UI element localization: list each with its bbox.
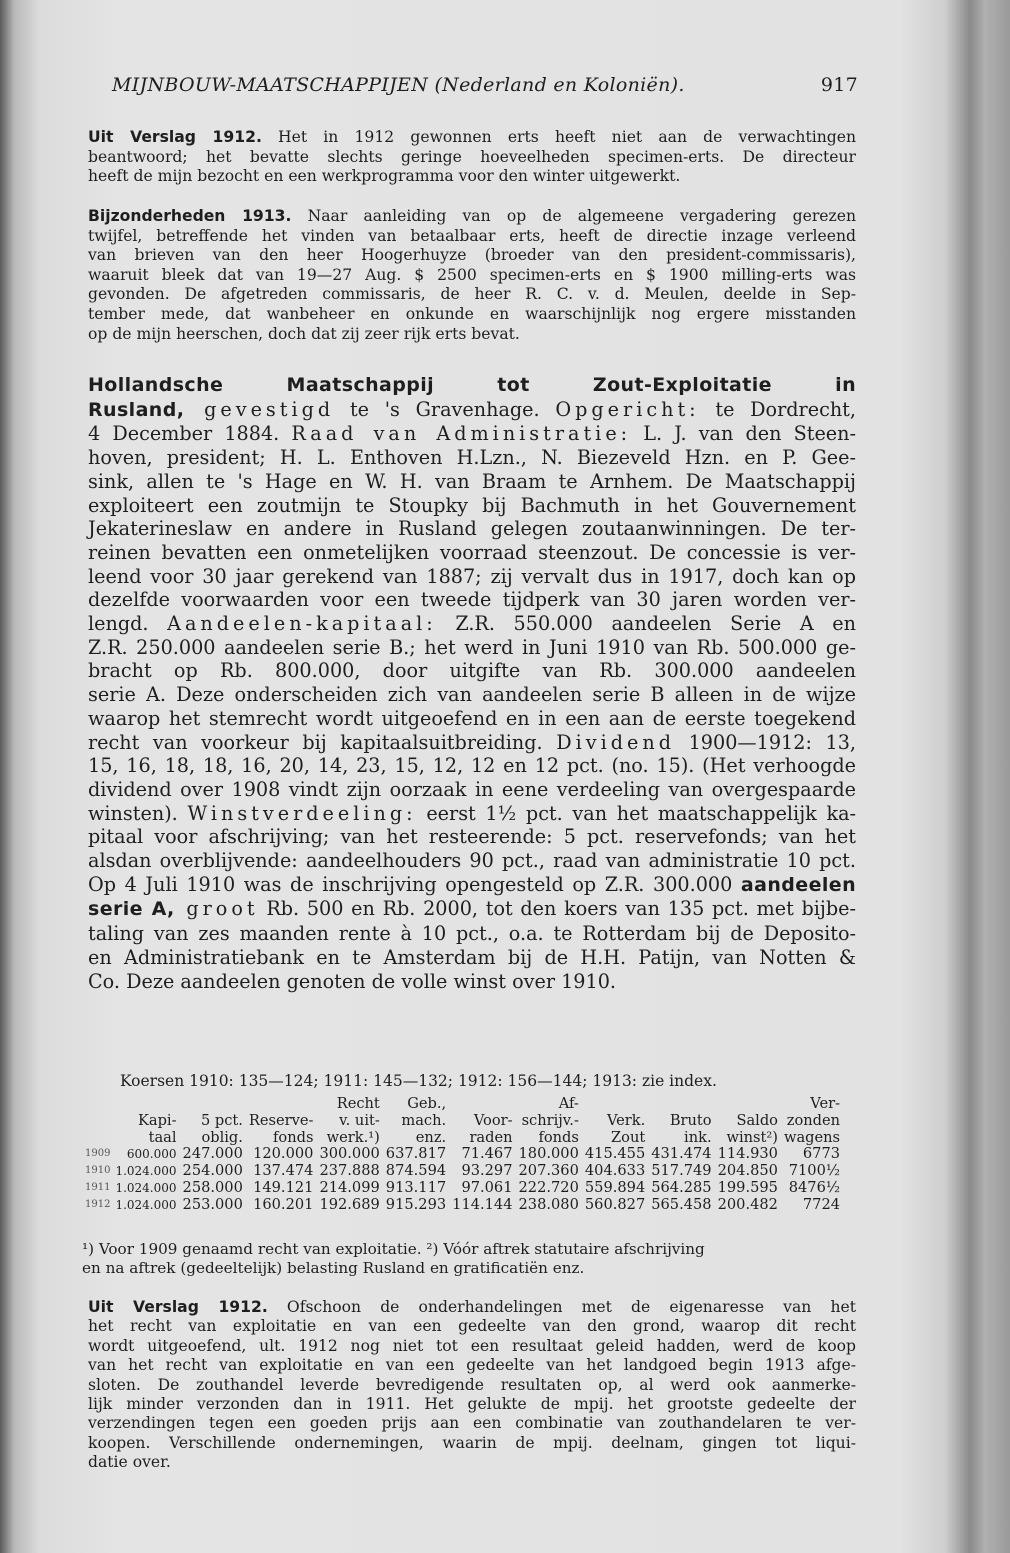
table-cell: 237.888 [319, 1162, 380, 1180]
text-line [88, 305, 856, 325]
text-run: hoven, president; H. L. Enthoven H.Lzn., N. Biezeveld Hzn. en P. Gee- [88, 446, 856, 470]
text-line [88, 167, 856, 187]
text-line [88, 227, 856, 247]
text-run: Z.R. 250.000 aandeelen serie B.; het werd in Juni 1910 van Rb. 500.000 ge- [88, 635, 856, 659]
text-line [88, 1395, 856, 1414]
table-cell: 238.080 [518, 1195, 579, 1213]
text-run: reinen bevatten een onmetelijken voorraad steenzout. De concessie is ver- [88, 540, 856, 564]
text-line [88, 1414, 856, 1433]
text-run: koopen. Verschillende ondernemingen, waarin de mpij. deelnam, gingen tot liqui- [88, 1433, 856, 1452]
text-run: groot [174, 897, 259, 921]
footnote: ¹) Voor 1909 genaamd recht van exploitatie. ²) Vóór aftrek statutaire afschrijving [82, 1240, 705, 1258]
header-row [82, 1130, 843, 1147]
header-row [82, 1113, 843, 1130]
text-run: leend voor 30 jaar gerekend van 1887; zij vervalt dus in 1917, doch kan op [88, 564, 856, 588]
text-line [88, 825, 856, 849]
table-cell: 874.594 [385, 1162, 447, 1180]
text-line [88, 1453, 856, 1472]
text-line [88, 1434, 856, 1453]
column-header: oblig. [201, 1128, 243, 1146]
running-header [112, 74, 858, 96]
table-cell: 222.720 [518, 1178, 579, 1196]
column-header: zonden [786, 1111, 841, 1129]
text-line [88, 1376, 856, 1395]
text-line [88, 707, 856, 731]
page-number: 917 [820, 74, 858, 96]
column-header: v. uit- [339, 1111, 380, 1129]
text-run: gevonden. De afgetreden commissaris, de heer R. C. v. d. Meulen, deelde in Sep- [88, 285, 856, 304]
text-run: het recht van exploitatie en van een gedeelte van den grond, waarop dit recht [88, 1317, 856, 1336]
table-cell: 1.024.000 [115, 1180, 177, 1195]
column-header: Voor- [473, 1111, 513, 1129]
text-run: wordt uitgeoefend, ult. 1912 nog niet tot een resultaat geleid hadden, werd de koop [88, 1336, 856, 1355]
column-header: Recht [336, 1095, 380, 1112]
text-line [88, 373, 856, 398]
column-header [180, 1096, 246, 1113]
text-run: Z.R. 550.000 aandeelen Serie A en [436, 612, 856, 636]
table-row [82, 1146, 843, 1163]
column-header: Verk. [606, 1111, 646, 1129]
table-cell: 559.894 [584, 1178, 646, 1196]
text-line [88, 802, 856, 826]
text-run: sloten. De zouthandel leverde bevredigende resultaten op, al werd ook aanmerke- [88, 1375, 856, 1394]
text-run: Jekaterineslaw en andere in Rusland gelegen zoutaanwinningen. De ter- [88, 517, 856, 541]
text-run: Dividend [556, 730, 676, 754]
text-line [88, 754, 856, 778]
column-header: schrijv.- [521, 1111, 579, 1129]
text-run: Op 4 Juli 1910 was de inschrijving opengesteld op Z.R. 300.000 [88, 872, 741, 896]
column-header: fonds [538, 1128, 579, 1146]
table-cell: 915.293 [385, 1195, 447, 1213]
text-run: lengd. [88, 612, 168, 636]
table-cell: 8476½ [788, 1178, 841, 1196]
table-cell: 6773 [802, 1145, 841, 1163]
table-cell: 93.297 [461, 1162, 513, 1180]
bold-run: Uit Verslag 1912. [88, 1298, 268, 1316]
table-cell: 149.121 [253, 1178, 314, 1196]
table-cell: 204.850 [717, 1162, 778, 1180]
text-line [88, 128, 856, 148]
section-bijzonderheden-1913 [88, 207, 856, 344]
text-run: Het in 1912 gewonnen erts heeft niet aan de verwachtingen [261, 128, 857, 146]
table-cell: 7724 [802, 1195, 841, 1213]
table-cell: 207.360 [518, 1162, 579, 1180]
column-header: 5 pct. [200, 1111, 243, 1129]
table-cell: 114.930 [717, 1145, 778, 1163]
column-header: mach. [401, 1111, 447, 1129]
column-header: Reserve- [248, 1111, 314, 1129]
text-line [88, 446, 856, 470]
column-header [112, 1096, 179, 1113]
column-header: Geb., [407, 1095, 447, 1112]
text-line [88, 683, 856, 707]
text-line [88, 148, 856, 168]
table-cell: 200.482 [717, 1195, 778, 1213]
table-cell: 565.458 [651, 1195, 712, 1213]
table-cell: 637.817 [385, 1145, 447, 1163]
text-line [88, 494, 856, 518]
koersen-line: Koersen 1910: 135—124; 1911: 145—132; 1912: 156—144; 1913: zie index. [120, 1072, 717, 1090]
text-run: 4 December 1884. [88, 422, 292, 446]
table-row [82, 1197, 843, 1214]
table-cell: 137.474 [253, 1162, 314, 1180]
bold-run: aandeelen [740, 873, 856, 896]
text-line [88, 285, 856, 305]
table-cell: 247.000 [182, 1145, 243, 1163]
section-uit-verslag-1912-salt [88, 1298, 856, 1473]
column-header: Ver- [810, 1095, 841, 1112]
text-line [88, 422, 856, 446]
text-run: van brieven van den heer Hoogerhuyze (broeder van den president-commissaris), [88, 246, 856, 265]
text-run: alsdan overblijvende: aandeelhouders 90 pct., raad van administratie 10 pct. [88, 849, 856, 873]
column-header: Saldo [736, 1111, 778, 1129]
column-header: Kapi- [137, 1111, 177, 1129]
text-run: serie A. Deze onderscheiden zich van aandeelen serie B alleen in de wijze [88, 683, 856, 707]
header-title: MIJNBOUW-MAATSCHAPPIJEN (Nederland en Koloniën). [112, 74, 685, 96]
column-header: ink. [684, 1128, 712, 1146]
text-run: datie over. [88, 1453, 171, 1472]
table-cell: 97.061 [461, 1178, 513, 1196]
text-line [88, 897, 856, 922]
bold-run: Hollandsche Maatschappij tot Zout-Exploitatie in [88, 374, 856, 396]
text-line [88, 470, 856, 494]
text-run: taling van zes maanden rente à 10 pct., o.a. te Rotterdam bij de Deposito- [88, 922, 856, 946]
financial-table [82, 1096, 843, 1214]
table-cell: 254.000 [182, 1162, 243, 1180]
text-run: te 's Gravenhage. [334, 397, 556, 421]
table-cell: 517.749 [651, 1162, 712, 1180]
table-cell: 258.000 [182, 1178, 243, 1196]
table-cell: 180.000 [518, 1145, 579, 1163]
text-run: exploiteert een zoutmijn te Stoupky bij Bachmuth in het Gouvernement [88, 493, 856, 517]
text-run: recht van voorkeur bij kapitaalsuitbreiding. [88, 730, 557, 754]
table-cell: 7100½ [788, 1162, 841, 1180]
text-run: van het recht van exploitatie en van een gedeelte van het landgoed begin 1913 afge- [88, 1356, 856, 1375]
text-run: 15, 16, 18, 18, 16, 20, 14, 23, 15, 12, 12 en 12 pct. (no. 15). (Het verhoogde [88, 754, 856, 778]
text-run: heeft de mijn bezocht en een werkprogramma voor den winter uitgewerkt. [88, 167, 681, 186]
text-line [88, 849, 856, 873]
table-cell: 253.000 [182, 1195, 243, 1213]
text-run: gevestigd [184, 397, 335, 421]
text-line [88, 398, 856, 423]
text-run: Winstverdeeling: [187, 801, 417, 825]
text-run: L. J. van den Steen- [631, 422, 857, 446]
text-line [88, 266, 856, 286]
text-run: waarop het stemrecht wordt uitgeoefend en in een aan de eerste toegekend [88, 706, 856, 730]
text-line [88, 946, 856, 970]
text-line [88, 1356, 856, 1375]
table-cell: 564.285 [651, 1178, 712, 1196]
column-header: fonds [273, 1128, 314, 1146]
table-footnotes [82, 1240, 856, 1278]
text-line [88, 659, 856, 683]
column-header [82, 1113, 112, 1130]
text-run: tember mede, dat wanbeheer en onkunde en waarschijnlijk nog ergere misstanden [88, 304, 856, 323]
column-header [582, 1096, 648, 1113]
text-line [88, 207, 856, 227]
text-line [88, 778, 856, 802]
text-run: dezelfde voorwaarden voor een tweede tijdperk van 30 jaren worden ver- [88, 588, 856, 612]
text-run: Rb. 500 en Rb. 2000, tot den koers van 135 pct. met bijbe- [258, 897, 856, 921]
text-run: pitaal voor afschrijving; van het resteerende: 5 pct. reservefonds; van het [88, 825, 856, 849]
text-line [88, 517, 856, 541]
text-run: lijk minder verzonden dan in 1911. Het gelukte de mpij. het grootste gedeelte der [88, 1395, 856, 1414]
text-line [88, 565, 856, 589]
column-header [449, 1096, 515, 1113]
text-line [88, 246, 856, 266]
text-run: sink, allen te 's Hage en W. H. van Braam te Arnhem. De Maatschappij [88, 469, 856, 493]
header-row [82, 1096, 843, 1113]
bold-run: Bijzonderheden 1913. [88, 207, 292, 225]
column-header: winst²) [726, 1128, 778, 1146]
table-cell: 114.144 [452, 1195, 513, 1213]
table-cell: 71.467 [461, 1145, 513, 1163]
section-uit-verslag-1912-mining [88, 128, 856, 187]
table-cell: 214.099 [319, 1178, 380, 1196]
table-cell: 300.000 [319, 1145, 380, 1163]
text-line [88, 922, 856, 946]
column-header [82, 1096, 112, 1113]
text-line [88, 1298, 856, 1317]
text-run: te Dordrecht, [699, 397, 856, 421]
table-cell: 431.474 [651, 1145, 712, 1163]
text-run: Opgericht: [555, 397, 700, 421]
column-header: werk.¹) [326, 1128, 380, 1146]
bold-run: Rusland, [88, 398, 185, 421]
column-header [715, 1096, 781, 1113]
column-header [82, 1130, 112, 1147]
table-cell: 199.595 [717, 1178, 778, 1196]
column-header: Bruto [669, 1111, 712, 1129]
footnote: en na aftrek (gedeeltelijk) belasting Rusland en gratificatiën enz. [82, 1259, 585, 1277]
text-line [88, 588, 856, 612]
text-run: Ofschoon de onderhandelingen met de eigenaresse van het [267, 1298, 856, 1316]
text-line [88, 612, 856, 636]
text-run: beantwoord; het bevatte slechts geringe hoeveelheden specimen-erts. De directeur [88, 147, 856, 166]
row-year: 1911 [85, 1181, 111, 1193]
text-run: Co. Deze aandeelen genoten de volle winst over 1910. [88, 969, 617, 993]
text-run: bracht op Rb. 800.000, door uitgifte van Rb. 300.000 aandeelen [88, 659, 856, 683]
row-year: 1912 [85, 1198, 111, 1210]
column-header [648, 1096, 714, 1113]
column-header: enz. [415, 1128, 447, 1146]
table-cell: 120.000 [253, 1145, 314, 1163]
table-cell: 1.024.000 [115, 1164, 177, 1179]
text-run: winsten). [88, 801, 188, 825]
text-line [88, 325, 856, 345]
column-header: Zout [611, 1128, 646, 1146]
text-run: verzendingen tegen een goeden prijs aan een combinatie van zouthandelaren te ver- [88, 1414, 856, 1433]
text-run: 1900—1912: 13, [675, 730, 856, 754]
text-run: Aandeelen-kapitaal: [167, 612, 437, 636]
text-run: op de mijn heerschen, doch dat zij zeer rijk erts bevat. [88, 324, 520, 343]
table-cell: 1.024.000 [115, 1197, 177, 1212]
bold-run: Uit Verslag 1912. [88, 128, 262, 146]
table-cell: 600.000 [126, 1147, 177, 1162]
column-header [246, 1096, 317, 1113]
text-run: eerst 1½ pct. van het maatschappelijk ka- [416, 801, 856, 825]
column-header: wagens [783, 1128, 841, 1146]
row-year: 1910 [85, 1165, 111, 1177]
text-line [88, 636, 856, 660]
table-cell: 192.689 [319, 1195, 380, 1213]
text-line [88, 1337, 856, 1356]
text-run: Naar aanleiding van op de algemeene vergadering gerezen [291, 207, 857, 225]
table-cell: 560.827 [584, 1195, 646, 1213]
text-line [88, 731, 856, 755]
column-header: raden [469, 1128, 513, 1146]
bold-run: serie A, [88, 898, 175, 921]
text-line [88, 1317, 856, 1336]
table-cell: 913.117 [385, 1178, 447, 1196]
article-zout-exploitatie [88, 373, 856, 993]
text-run: Raad van Administratie: [291, 422, 632, 446]
text-run: en Administratiebank en te Amsterdam bij de H.H. Patijn, van Notten & [88, 945, 856, 969]
column-header: Af- [558, 1095, 579, 1112]
table-cell: 160.201 [253, 1195, 314, 1213]
text-run: dividend over 1908 vindt zijn oorzaak in eene verdeeling van overgespaarde [88, 777, 856, 801]
text-line [88, 970, 856, 994]
table-row [82, 1180, 843, 1197]
table-row [82, 1163, 843, 1180]
row-year: 1909 [85, 1148, 111, 1160]
text-run: twijfel, betreffende het vinden van betaalbaar erts, heeft de directie inzage verleend [88, 226, 856, 245]
text-line [88, 541, 856, 565]
table-cell: 404.633 [584, 1162, 646, 1180]
column-header: taal [148, 1128, 177, 1146]
table-cell: 415.455 [584, 1145, 646, 1163]
text-line [88, 873, 856, 898]
text-run: waaruit bleek dat van 19—27 Aug. $ 2500 specimen-erts en $ 1900 milling-erts was [88, 265, 856, 284]
